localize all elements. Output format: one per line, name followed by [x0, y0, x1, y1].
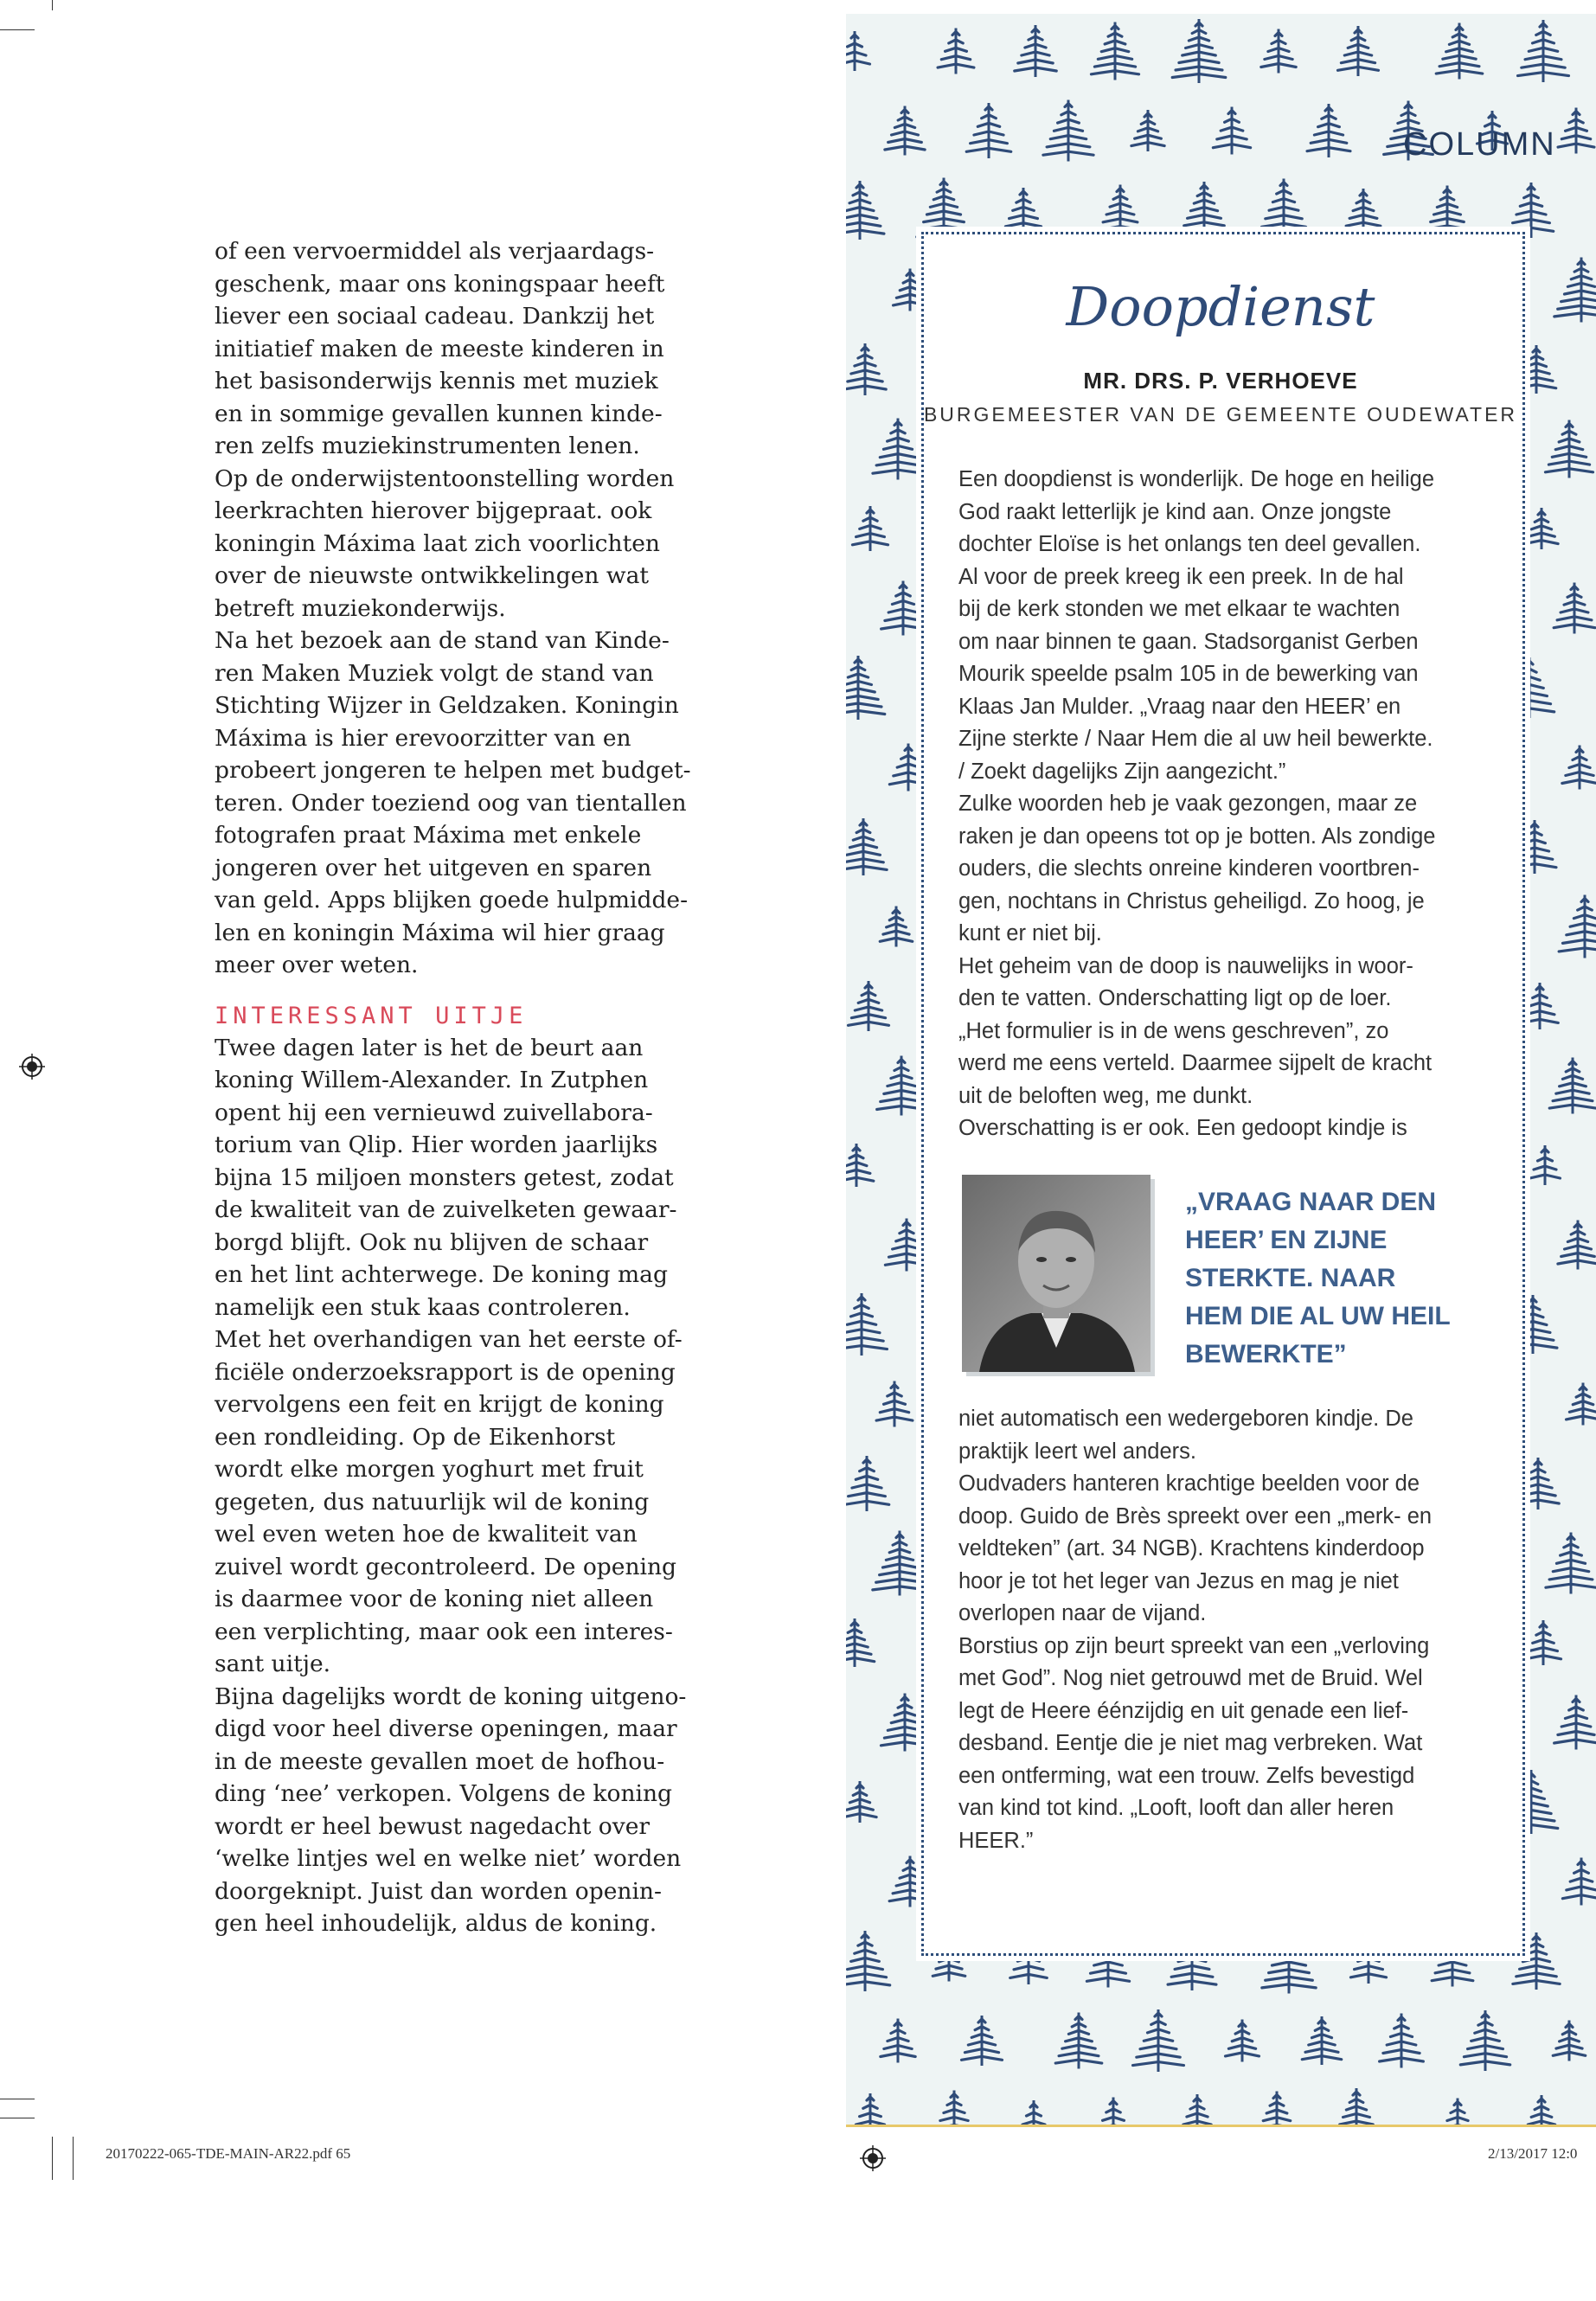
tree-icon	[1095, 2098, 1131, 2125]
text-line: van kind tot kind. „Looft, looft dan aller heren	[958, 1796, 1394, 1820]
tree-icon	[1518, 20, 1569, 82]
text-line: geschenk, maar ons koningspaar heeft	[215, 270, 665, 298]
tree-icon	[846, 818, 887, 875]
text-line: probeert jongeren te helpen met budget-	[215, 757, 691, 784]
paragraph	[215, 235, 675, 625]
tree-icon	[1545, 420, 1593, 478]
footer-filename: 20170222-065-TDE-MAIN-AR22.pdf 65	[106, 2145, 351, 2162]
text-line: Zulke woorden heb je vaak gezongen, maar ze	[958, 792, 1418, 816]
text-line: ouders, die slechts onreine kinderen voortbren-	[958, 856, 1420, 881]
tree-icon	[1043, 100, 1093, 162]
text-line: kunt er niet bij.	[958, 921, 1102, 945]
text-line: betreft muziekonderwijs.	[215, 594, 506, 622]
tree-icon	[846, 1144, 874, 1187]
tree-icon	[852, 506, 888, 551]
text-line: STERKTE. NAAR	[1185, 1264, 1396, 1292]
text-line: zuivel wordt gecontroleerd. De opening	[215, 1553, 677, 1580]
text-line: „Het formulier is in de wens geschreven”, zo	[958, 1018, 1389, 1043]
text-line: Zijne sterkte / Naar Hem die al uw heil bewerkte.	[958, 727, 1433, 751]
text-line: raken je dan opeens tot op je botten. Als zondige	[958, 824, 1436, 849]
text-line: met God”. Nog niet getrouwd met de Bruid. Wel	[958, 1666, 1423, 1690]
text-line: Stichting Wijzer in Geldzaken. Koningin	[215, 692, 679, 719]
tree-icon	[1440, 2099, 1475, 2125]
text-line: dochter Eloïse is het onlangs ten deel gevallen.	[958, 532, 1421, 556]
text-line: de kwaliteit van de zuivelketen gewaar-	[215, 1196, 677, 1223]
text-line: overlopen naar de vijand.	[958, 1601, 1207, 1625]
footer-date: 2/13/2017 12:0	[1488, 2145, 1578, 2162]
text-line: gegeten, dus natuurlijk wil de koning	[215, 1488, 650, 1516]
tree-icon	[1330, 2088, 1383, 2125]
tree-icon	[1261, 29, 1296, 74]
tree-icon	[849, 2093, 892, 2125]
paragraph	[215, 1032, 683, 1681]
text-line: bijna 15 miljoen monsters getest, zodat	[215, 1163, 674, 1191]
text-line: digd voor heel diverse openingen, maar	[215, 1715, 677, 1742]
tree-icon	[846, 1293, 887, 1356]
tree-icon	[846, 1931, 890, 1991]
text-line: koning Willem-Alexander. In Zutphen	[215, 1067, 649, 1093]
text-line: Bijna dagelijks wordt de koning uitgeno-	[215, 1682, 687, 1710]
article-left-column	[215, 235, 691, 1940]
text-line: wordt er heel bewust nagedacht over	[215, 1812, 651, 1840]
text-line: Met het overhandigen van het eerste of-	[215, 1326, 683, 1353]
text-line: wordt elke morgen yoghurt met fruit	[215, 1456, 644, 1483]
text-line: in de meeste gevallen moet de hofhou-	[215, 1747, 665, 1775]
tree-icon	[1346, 189, 1381, 232]
text-line: BEWERKTE”	[1185, 1340, 1347, 1368]
text-line: initiatief maken de meeste kinderen in	[215, 335, 664, 362]
tree-icon	[1380, 2014, 1424, 2068]
crop-mark	[52, 2137, 53, 2180]
author-role: BURGEMEESTER VAN DE GEMEENTE OUDEWATER	[923, 403, 1518, 426]
text-line: Overschatting is er ook. Een gedoopt kindje is	[958, 1116, 1407, 1140]
tree-icon	[1302, 2016, 1342, 2065]
tree-icon	[1427, 186, 1467, 235]
text-line: doop. Guido de Brès spreekt over een „merk- en	[958, 1503, 1433, 1529]
text-line: ren Maken Muziek volgt de stand van	[215, 659, 654, 687]
text-line: vervolgens een feit en krijgt de koning	[215, 1391, 664, 1418]
text-line: Het geheim van de doop is nauwelijks in woor-	[958, 953, 1413, 978]
text-line: wel even weten hoe de kwaliteit van	[215, 1521, 638, 1548]
tree-icon	[1562, 1858, 1596, 1906]
text-line: meer over weten.	[215, 952, 419, 978]
text-line: Twee dagen later is het de beurt aan	[215, 1034, 644, 1061]
text-line: Máxima is hier erevoorzitter van en	[215, 724, 631, 752]
registration-mark-icon	[19, 1054, 45, 1080]
text-line: en in sommige gevallen kunnen kinde-	[215, 400, 663, 427]
tree-icon	[962, 2016, 1003, 2066]
text-line: het basisonderwijs kennis met muziek	[215, 368, 658, 394]
text-line: Al voor de preek kreeg ik een preek. In de hal	[958, 564, 1404, 589]
text-line: leerkrachten hierover bijgepraat. ook	[215, 497, 652, 524]
text-line: Na het bezoek aan de stand van Kinde-	[215, 627, 670, 654]
text-line: Borstius op zijn beurt spreekt van een „verloving	[958, 1633, 1430, 1658]
tree-icon	[1133, 2009, 1184, 2072]
tree-icon	[1558, 108, 1594, 154]
text-line: Mourik speelde psalm 105 in de bewerking van	[958, 662, 1419, 686]
text-line: opent hij een vernieuwd zuivellabora-	[215, 1099, 653, 1126]
tree-icon	[877, 1056, 926, 1116]
crop-mark	[0, 29, 35, 30]
column-label: COLUMN	[1403, 126, 1556, 163]
text-line: een ontferming, wat een trouw. Zelfs bevestigd	[958, 1763, 1415, 1788]
text-line: gen, nochtans in Christus geheiligd. Zo hoog, je	[958, 888, 1425, 913]
text-line: len en koningin Máxima wil hier graag	[215, 919, 665, 946]
tree-icon	[1091, 22, 1138, 80]
text-line: HEER’ EN ZIJNE	[1185, 1226, 1388, 1254]
tree-icon	[1172, 19, 1226, 83]
tree-icon	[846, 343, 886, 395]
text-line: ding ‘nee’ verkopen. Volgens de koning	[215, 1780, 673, 1807]
text-line: teren. Onder toeziend oog van tientallen	[215, 789, 687, 817]
tree-icon	[966, 103, 1011, 158]
tree-icon	[881, 2019, 915, 2063]
text-line: / Zoekt dagelijks Zijn aangezicht.”	[958, 759, 1286, 784]
tree-icon	[1567, 1383, 1596, 1426]
text-line: niet automatisch een wedergeboren kindje. De	[958, 1407, 1413, 1431]
tree-icon	[846, 31, 870, 71]
tree-icon	[1181, 182, 1227, 239]
tree-icon	[881, 581, 926, 636]
tree-icon	[849, 981, 889, 1031]
text-line: en het lint achterwege. De koning mag	[215, 1261, 668, 1288]
tree-icon	[1055, 2013, 1102, 2069]
tree-icon	[873, 1531, 926, 1596]
text-line: bij de kerk stonden we met elkaar te wachten	[958, 597, 1401, 621]
tree-icon	[846, 1618, 875, 1667]
text-line: HEER.”	[958, 1828, 1034, 1853]
text-line: Oudvaders hanteren krachtige beelden voor de	[958, 1471, 1420, 1496]
text-line: namelijk een stuk kaas controleren.	[215, 1293, 631, 1321]
tree-icon	[1530, 1145, 1561, 1185]
author-name: MR. DRS. P. VERHOEVE	[1083, 368, 1358, 394]
column-body-top	[958, 464, 1495, 1145]
tree-icon	[1554, 583, 1595, 634]
text-line: over de nieuwste ontwikkelingen wat	[215, 562, 650, 589]
tree-icon	[1253, 2092, 1300, 2125]
tree-icon	[1015, 25, 1057, 77]
text-line: is daarmee voor de koning niet alleen	[215, 1586, 654, 1612]
text-line: God raakt letterlijk je kind aan. Onze jongste	[958, 499, 1392, 524]
tree-icon	[1226, 2020, 1259, 2062]
text-line: van geld. Apps blijken goede hulpmidde-	[215, 887, 689, 913]
tree-icon	[930, 2091, 979, 2125]
tree-icon	[846, 181, 884, 240]
tree-icon	[1525, 508, 1558, 549]
tree-icon	[1546, 1533, 1596, 1594]
crop-mark	[73, 2137, 74, 2180]
tree-icon	[1338, 26, 1379, 76]
text-line: den te vatten. Onderschatting ligt op de loer.	[958, 986, 1392, 1010]
tree-icon	[873, 419, 923, 480]
crop-mark	[52, 0, 53, 10]
tree-icon	[876, 1381, 913, 1427]
tree-icon	[880, 907, 913, 947]
tree-icon	[1436, 23, 1483, 80]
text-line: een verplichting, maar ook een interes-	[215, 1618, 673, 1645]
tree-icon	[1554, 1695, 1596, 1750]
text-line: ficiële onderzoeksrapport is de opening	[215, 1358, 676, 1386]
tree-icon	[1554, 258, 1596, 323]
tree-icon	[1509, 183, 1554, 238]
section-subheading: INTERESSANT UITJE	[215, 1002, 528, 1029]
text-line: om naar binnen te gaan. Stadsorganist Gerben	[958, 629, 1419, 654]
tree-icon	[1213, 107, 1250, 155]
text-line: een rondleiding. Op de Eikenhorst	[215, 1423, 616, 1451]
text-line: desband. Eentje die je niet mag verbreken. Wat	[958, 1731, 1423, 1755]
tree-icon	[1176, 2094, 1219, 2125]
tree-icon	[846, 1456, 889, 1511]
pull-quote	[1185, 1183, 1479, 1374]
text-line: fotografen praat Máxima met enkele	[215, 822, 642, 849]
tree-icon	[846, 1781, 876, 1823]
text-line: hoor je tot het leger van Jezus en mag je niet	[958, 1568, 1399, 1593]
text-line: borgd blijft. Ook nu blijven de schaar	[215, 1228, 649, 1256]
text-line: uit de beloften weg, me dunkt.	[958, 1083, 1253, 1108]
portrait-image	[962, 1175, 1151, 1372]
text-line: ‘welke lintjes wel en welke niet’ worden	[215, 1845, 682, 1872]
paragraph	[215, 1681, 687, 1940]
text-line: veldteken” (art. 34 NGB). Krachtens kinderdoop	[958, 1536, 1425, 1561]
tree-icon	[1099, 185, 1141, 236]
tree-icon	[1460, 2010, 1509, 2071]
tree-icon	[1522, 983, 1559, 1029]
tree-icon	[1307, 104, 1350, 157]
tree-icon	[938, 29, 974, 74]
tree-icon	[1131, 110, 1164, 151]
panel-bottom-rule	[846, 2125, 1596, 2127]
text-line: gen heel inhoudelijk, aldus de koning.	[215, 1910, 657, 1937]
text-line: Op de onderwijstentoonstelling worden	[215, 465, 675, 492]
tree-icon	[1525, 1620, 1561, 1665]
text-line: ren zelfs muziekinstrumenten lenen.	[215, 433, 640, 459]
tree-icon	[1522, 2095, 1562, 2125]
tree-icon	[1559, 895, 1596, 958]
author-photo	[962, 1175, 1151, 1372]
registration-mark-icon	[860, 2145, 886, 2171]
tree-icon	[1562, 746, 1596, 790]
tree-icon	[1549, 1058, 1596, 1114]
text-line: sant uitje.	[215, 1650, 331, 1677]
tree-icon	[1005, 188, 1041, 233]
text-line: jongeren over het uitgeven en sparen	[215, 854, 652, 881]
text-line: werd me eens verteld. Daarmee sijpelt de kracht	[958, 1051, 1433, 1075]
tree-icon	[1553, 2021, 1586, 2061]
tree-icon	[1558, 1221, 1596, 1270]
text-line: HEM DIE AL UW HEIL	[1185, 1302, 1451, 1330]
text-line: Een doopdienst is wonderlijk. De hoge en heilige	[958, 467, 1435, 491]
tree-icon	[846, 656, 885, 720]
text-line: of een vervoermiddel als verjaardags-	[215, 238, 655, 265]
text-line: „VRAAG NAAR DEN	[1185, 1188, 1437, 1216]
paragraph	[215, 625, 691, 982]
column-title: Doopdienst	[1066, 275, 1375, 338]
text-line: doorgeknipt. Juist dan worden openin-	[215, 1877, 662, 1905]
text-line: Klaas Jan Mulder. „Vraag naar den HEER’ en	[958, 694, 1401, 719]
text-line: torium van Qlip. Hier worden jaarlijks	[215, 1131, 658, 1158]
text-line: praktijk leert wel anders.	[958, 1439, 1196, 1464]
text-line: koningin Máxima laat zich voorlichten	[215, 529, 660, 557]
text-line: liever een sociaal cadeau. Dankzij het	[215, 303, 655, 330]
tree-icon	[885, 106, 925, 156]
column-body-bottom	[958, 1403, 1495, 1857]
text-line: legt de Heere éénzijdig en uit genade een lief-	[958, 1698, 1409, 1723]
tree-icon	[1019, 2100, 1049, 2125]
